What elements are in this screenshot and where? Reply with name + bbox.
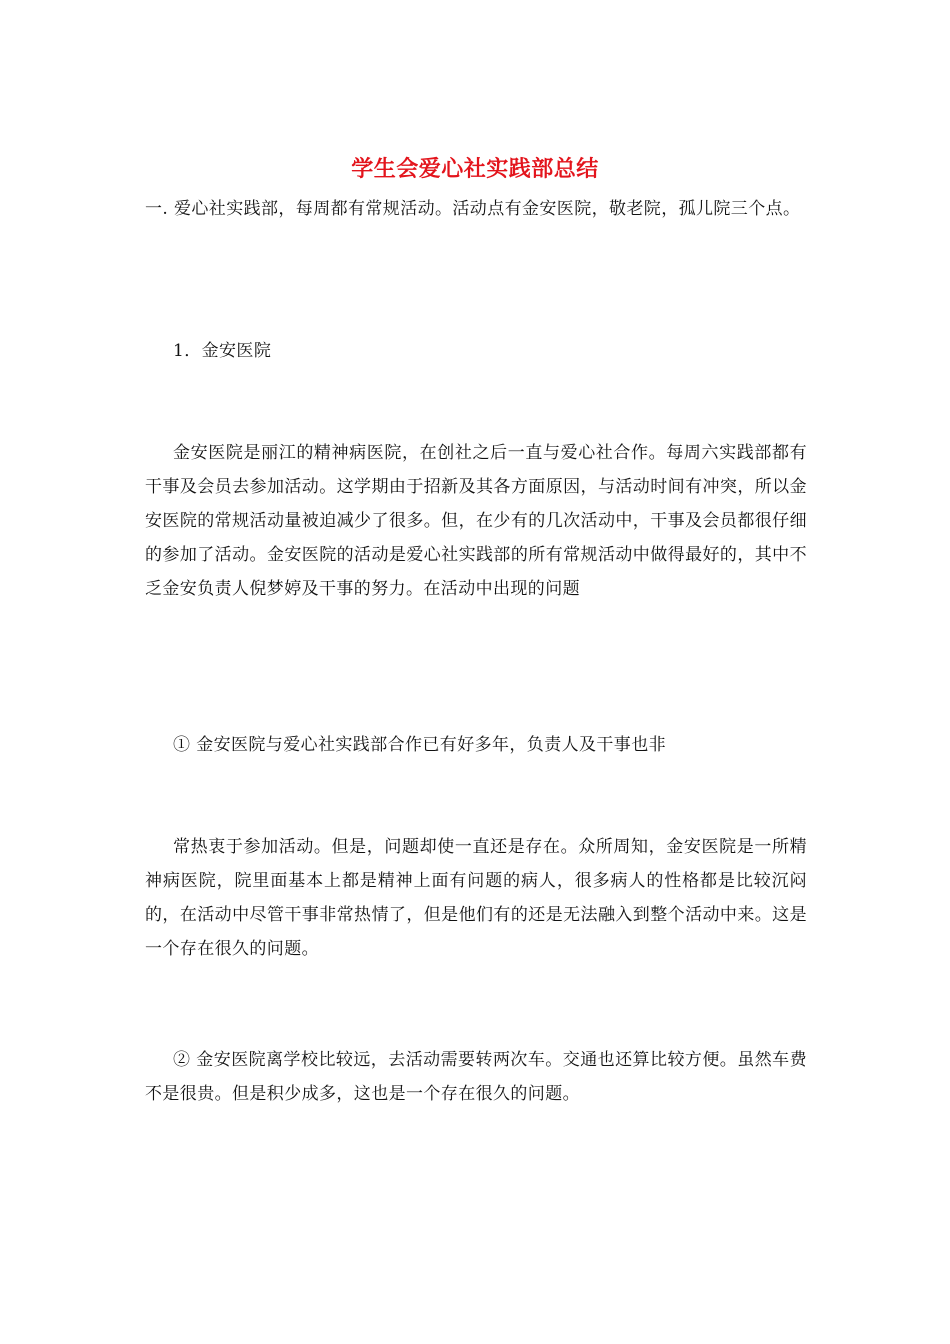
- problem-1-line: ① 金安医院与爱心社实践部合作已有好多年，负责人及干事也非: [173, 735, 667, 755]
- section-heading-jinan-hospital: 1．金安医院: [173, 341, 272, 361]
- document-title: 学生会爱心社实践部总结: [351, 156, 599, 182]
- intro-paragraph: 一. 爱心社实践部，每周都有常规活动。活动点有金安医院，敬老院，孤儿院三个点。: [145, 199, 801, 219]
- problem-1-continuation: 常热衷于参加活动。但是，问题却使一直还是存在。众所周知，金安医院是一所精神病医院，院里面基本上都是精神上面有问题的病人，很多病人的性格都是比较沉闷的，在活动中尽管干事非常热情了，但是他们有的还是无法融入到整个活动中来。这是一个存在很久的问题。: [145, 837, 807, 959]
- section-body-paragraph: 金安医院是丽江的精神病医院，在创社之后一直与爱心社合作。每周六实践部都有干事及会员去参加活动。这学期由于招新及其各方面原因，与活动时间有冲突，所以金安医院的常规活动量被迫减少了很多。但，在少有的几次活动中，干事及会员都很仔细的参加了活动。金安医院的活动是爱心社实践部的所有常规活动中做得最好的，其中不乏金安负责人倪梦婷及干事的努力。在活动中出现的问题: [145, 443, 807, 599]
- problem-2-paragraph: ② 金安医院离学校比较远，去活动需要转两次车。交通也还算比较方便。虽然车费不是很贵。但是积少成多，这也是一个存在很久的问题。: [145, 1050, 807, 1104]
